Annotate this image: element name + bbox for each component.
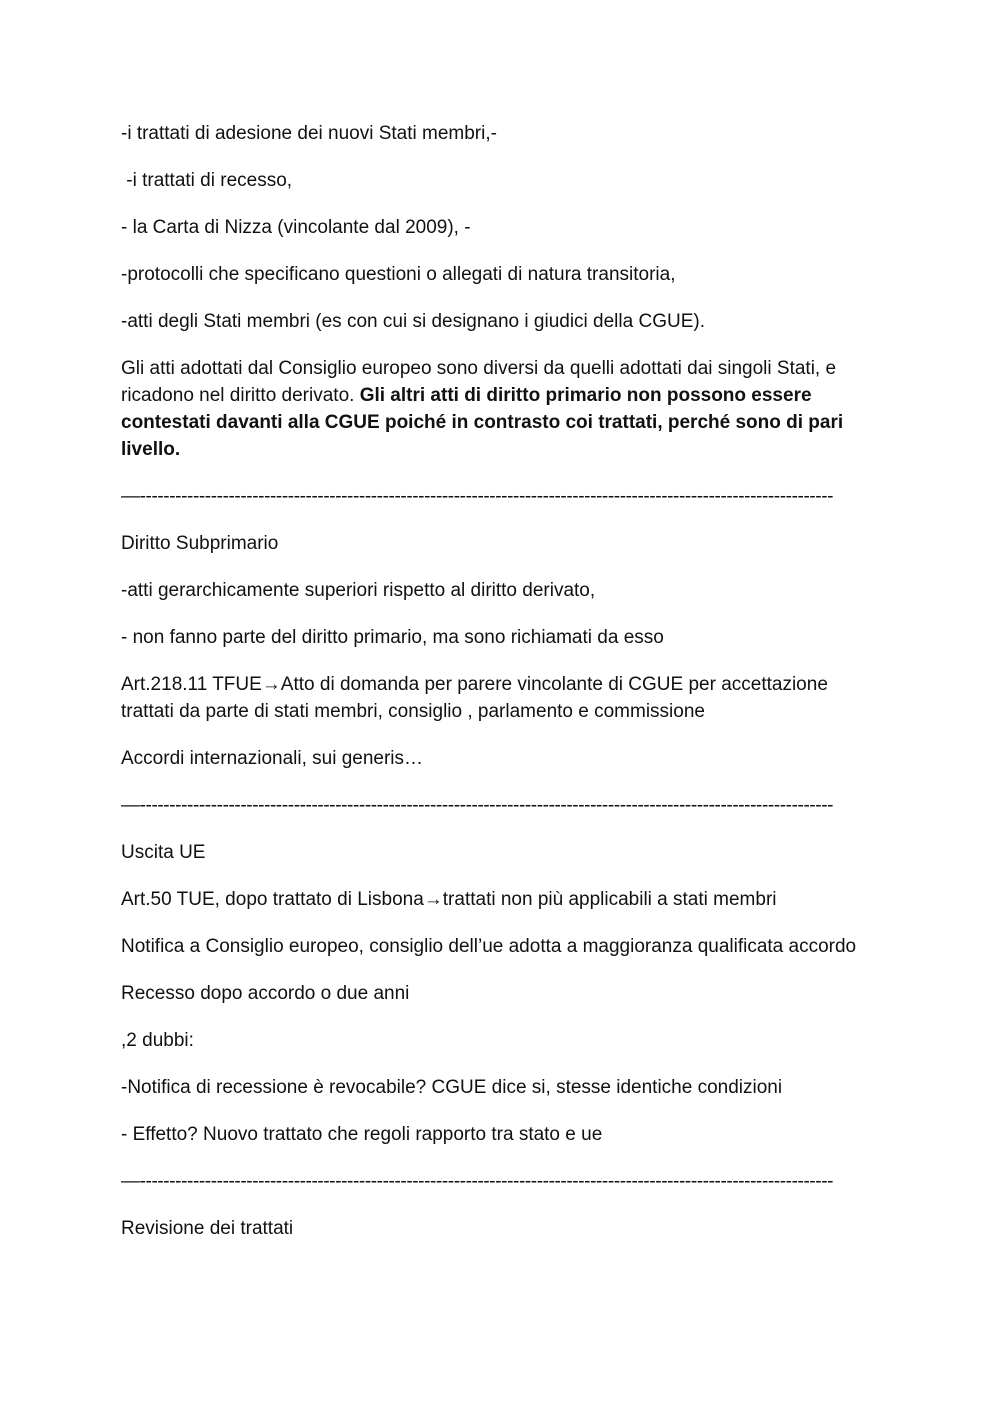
- section-divider: —---------------------------------------------------------------------------------------------------------------------: [121, 1171, 834, 1192]
- list-item-effetto: - Effetto? Nuovo trattato che regoli rapporto tra stato e ue: [121, 1124, 603, 1145]
- section-heading-subprimario: Diritto Subprimario: [121, 533, 279, 554]
- list-item-revocabile: -Notifica di recessione è revocabile? CGUE dice si, stesse identiche condizioni: [121, 1077, 783, 1098]
- paragraph-atti-consiglio: [121, 355, 881, 463]
- section-divider: —---------------------------------------------------------------------------------------------------------------------: [121, 795, 834, 816]
- section-divider: —---------------------------------------------------------------------------------------------------------------------: [121, 486, 834, 507]
- list-item-atti-stati: -atti degli Stati membri (es con cui si designano i giudici della CGUE).: [121, 311, 705, 332]
- paragraph-plain-text: Gli atti adottati dal Consiglio europeo sono diversi da quelli adottati dai singoli Stati, e ricadono nel diritto derivato.: [121, 358, 837, 406]
- paragraph-art-218: Art.218.11 TFUE→Atto di domanda per parere vincolante di CGUE per accettazione trattati da parte di stati membri, consiglio , parlamento e commissione: [121, 674, 828, 722]
- list-item-protocolli: -protocolli che specificano questioni o allegati di natura transitoria,: [121, 264, 676, 285]
- paragraph-bold-text: Gli altri atti di diritto primario non possono essere contestati davanti alla CGUE poiché in contrasto coi trattati, perché sono di pari livello.: [121, 385, 844, 460]
- document-page: [121, 120, 881, 1262]
- paragraph-recesso: Recesso dopo accordo o due anni: [121, 983, 410, 1004]
- paragraph-dubbi: ,2 dubbi:: [121, 1030, 194, 1051]
- list-item-recesso: -i trattati di recesso,: [121, 170, 293, 191]
- section-heading-uscita: Uscita UE: [121, 842, 206, 863]
- paragraph-accordi: Accordi internazionali, sui generis…: [121, 748, 424, 769]
- list-item-carta-nizza: - la Carta di Nizza (vincolante dal 2009), -: [121, 217, 471, 238]
- paragraph-notifica: Notifica a Consiglio europeo, consiglio dell’ue adotta a maggioranza qualificata accordo: [121, 936, 857, 957]
- list-item-gerarchia: -atti gerarchicamente superiori rispetto al diritto derivato,: [121, 580, 596, 601]
- list-item-richiamati: - non fanno parte del diritto primario, ma sono richiamati da esso: [121, 627, 664, 648]
- section-heading-revisione: Revisione dei trattati: [121, 1218, 294, 1239]
- paragraph-art-50: Art.50 TUE, dopo trattato di Lisbona→trattati non più applicabili a stati membri: [121, 889, 777, 910]
- list-item-adesione: -i trattati di adesione dei nuovi Stati membri,-: [121, 123, 497, 144]
